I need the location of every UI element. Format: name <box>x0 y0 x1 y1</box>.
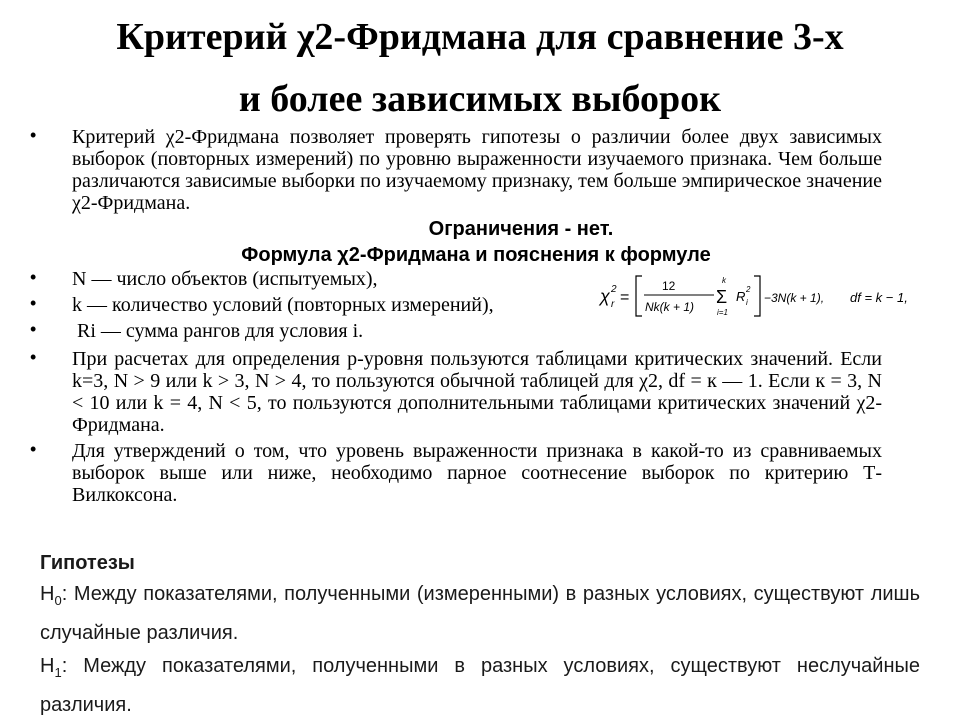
formula-numerator: 12 <box>662 279 676 293</box>
bullet-icon: • <box>30 439 37 459</box>
bullet-icon: • <box>30 293 37 313</box>
h0-hypothesis <box>40 578 920 650</box>
h0-label: H <box>40 583 55 605</box>
title-line-1: Критерий χ2-Фридмана для сравнение 3-х <box>116 16 844 58</box>
hypotheses-title: Гипотезы <box>40 552 135 574</box>
paragraph-item <box>30 348 882 436</box>
intro-text: Критерий χ2-Фридмана позволяет проверять гипотезы о различии более двух зависимых выборок (повторных измерений) по уровню выраженности изучаемого признака. Чем больше различаются зависимые выборки по изучаемому признаку, тем больше эмпирическое значение χ2-Фридмана. <box>72 126 882 214</box>
h0-subscript: 0 <box>54 593 62 608</box>
definitions-list <box>30 267 908 346</box>
formula-sum-bottom: i=1 <box>717 308 728 317</box>
h1-label: H <box>40 655 55 677</box>
h1-text: : Между показателями, полученными в разных условиях, существуют неслучайные различия. <box>40 655 920 716</box>
formula-R-sup: 2 <box>746 285 751 294</box>
bullet-icon: • <box>30 319 37 339</box>
wilcoxon-text: Для утверждений о том, что уровень выраженности признака в какой-то из сравниваемых выборок выше или ниже, необходимо парное соотнесение выборок по критерию Т-Вилкоксона. <box>72 440 882 506</box>
friedman-formula <box>598 272 948 320</box>
formula-chi: χ <box>600 286 610 306</box>
formula-tail: −3N(k + 1), <box>764 291 825 305</box>
h0-text: : Между показателями, полученными (измеренными) в разных условиях, существуют лишь случайные различия. <box>40 583 920 644</box>
formula-sum-sign: Σ <box>716 287 728 307</box>
formula-R: R <box>736 289 746 304</box>
formula-denominator: Nk(k + 1) <box>645 300 695 314</box>
content-body <box>30 125 908 506</box>
formula-right-bracket <box>754 276 760 316</box>
restrictions-heading: Ограничения - нет. <box>428 218 614 240</box>
formula-chi-sup: 2 <box>611 284 617 295</box>
bullet-icon: • <box>30 267 37 287</box>
critical-values-text: При расчетах для определения р-уровня пользуются таблицами критических значений. Если k=3, N > 9 или k > 3, N > 4, то пользуются обычной таблицей для χ2, df = к — 1. Если к = 3, N < 10 или k = 4, N < 5, то пользуются дополнительными таблицами критических значений χ2- Фридмана. <box>72 348 882 436</box>
formula-R-sub: i <box>746 298 748 307</box>
definition-item <box>30 320 882 346</box>
h1-hypothesis <box>40 650 920 722</box>
formula-chi-sub: r <box>611 299 615 310</box>
formula-df: df = k − 1, <box>850 290 908 305</box>
bullet-icon: • <box>30 347 37 367</box>
intro-item <box>30 126 882 214</box>
formula-left-bracket <box>636 276 642 316</box>
h1-subscript: 1 <box>54 665 62 680</box>
definition-text: N — число объектов (испытуемых), <box>72 268 378 290</box>
definition-text: k — количество условий (повторных измерений), <box>72 294 494 316</box>
definition-text: Ri — сумма рангов для условия i. <box>72 320 364 342</box>
formula-heading: Формула χ2-Фридмана и пояснения к формуле <box>241 244 711 266</box>
title-line-2: и более зависимых выборок <box>238 78 722 120</box>
hypotheses-block <box>40 548 920 722</box>
bullet-icon: • <box>30 125 37 145</box>
formula-sum-top: k <box>722 276 726 285</box>
formula-eq: = <box>620 289 630 306</box>
page-title <box>40 6 920 130</box>
paragraph-item <box>30 440 882 506</box>
